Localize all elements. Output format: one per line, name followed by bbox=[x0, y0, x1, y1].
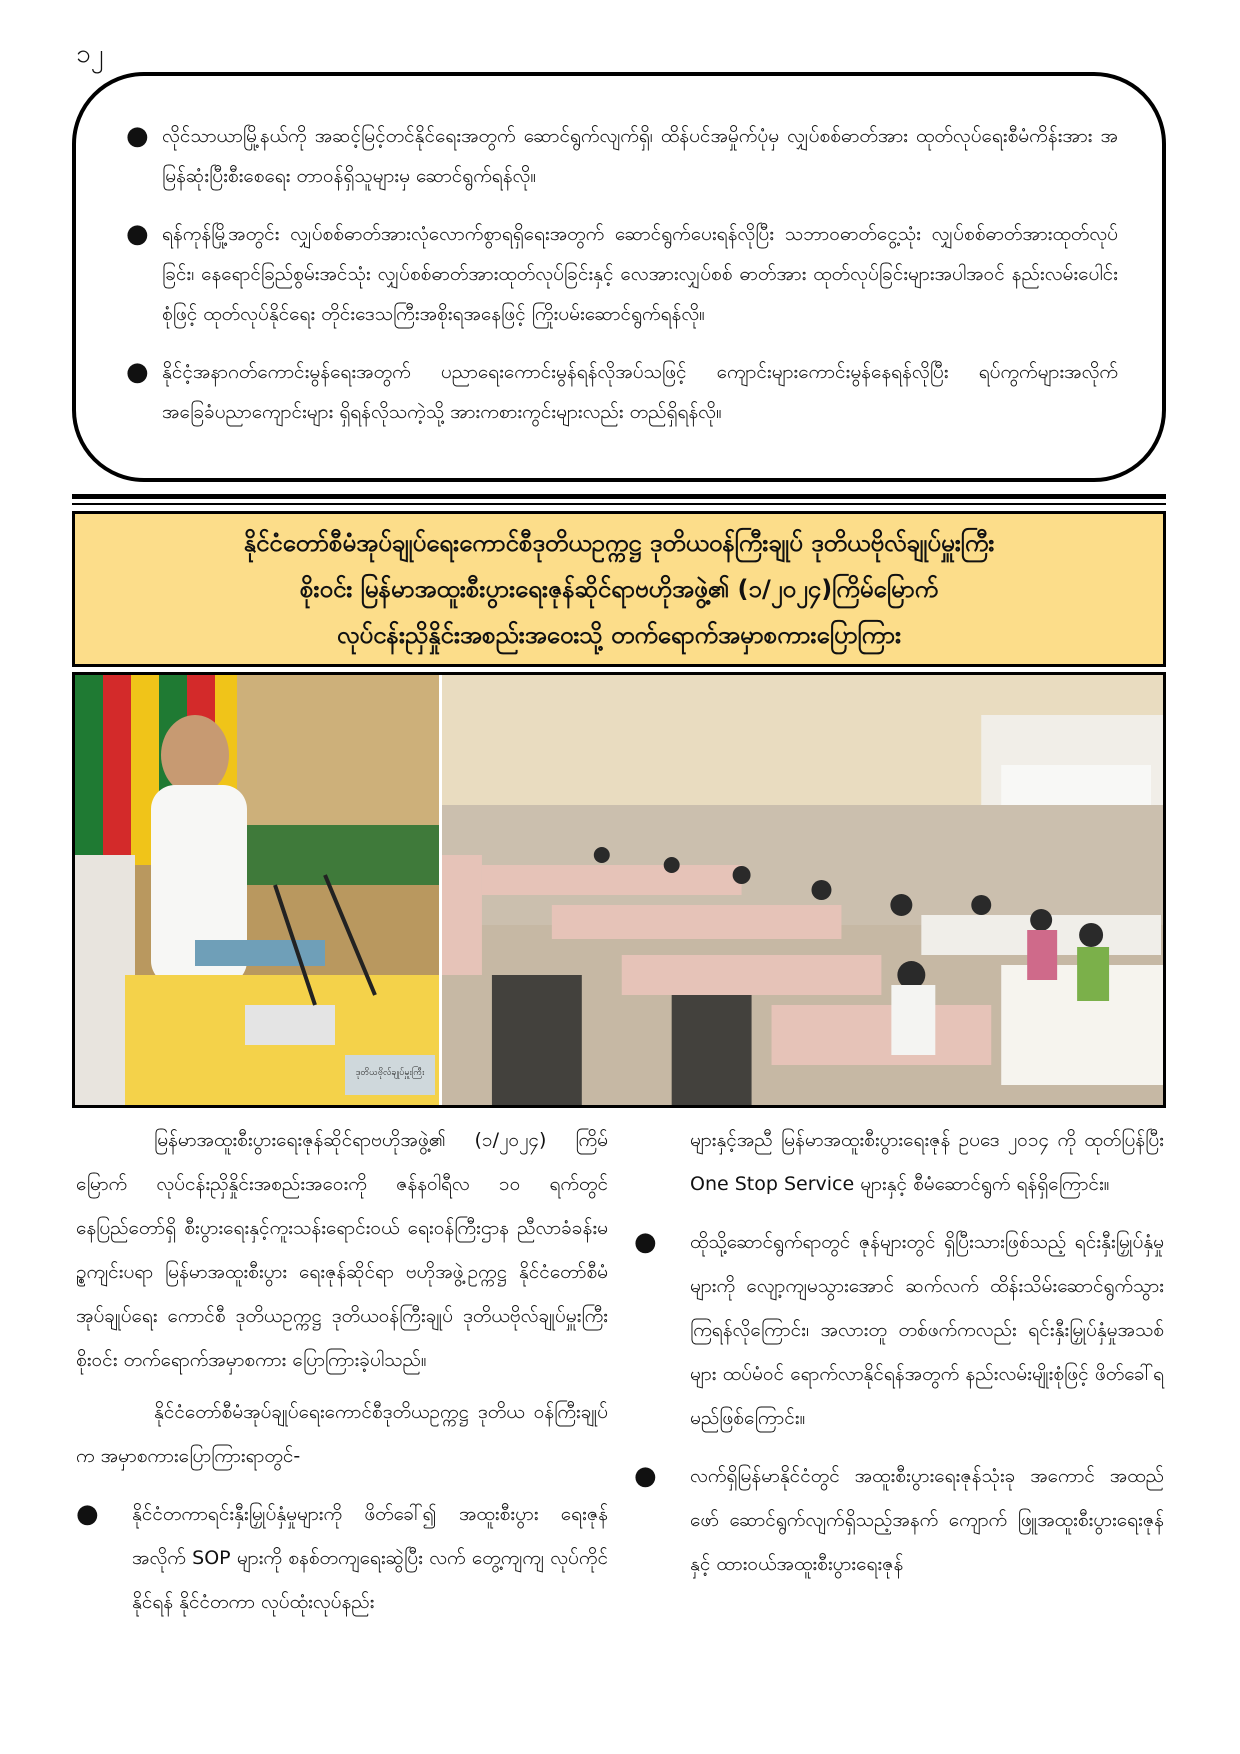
article-headline bbox=[72, 511, 1166, 667]
article-bullet bbox=[76, 1492, 608, 1624]
article-column-right bbox=[634, 1118, 1164, 1586]
article-paragraph: မြန်မာအထူးစီးပွားရေးဇုန်ဆိုင်ရာဗဟိုအဖွဲ့၏ (၁/၂၀၂၄) ကြိမ်မြောက် လုပ်ငန်းညှိနှိုင်းအစည်းအဝေးကို ဇန်နဝါရီလ ၁၀ ရက်တွင် နေပြည်တော်ရှိ စီးပွားရေးနှင့်ကူးသန်းရောင်းဝယ် ရေးဝန်ကြီးဌာန ညီလာခံခန်းမဥ္စကျင်းပရာ မြန်မာအထူးစီးပွား ရေးဇုန်ဆိုင်ရာ ဗဟိုအဖွဲ့ဥက္ကဋ္ဌ နိုင်ငံတော်စီမံအုပ်ချုပ်ရေး ကောင်စီ ဒုတိယဥက္ကဋ္ဌ ဒုတိယဝန်ကြီးချုပ် ဒုတိယဗိုလ်ချုပ်မှူးကြီး စိုးဝင်း တက်ရောက်အမှာစကား ပြောကြားခဲ့ပါသည်။ bbox=[76, 1129, 608, 1371]
summary-bullet-text: လိုင်သာယာမြို့နယ်ကို အဆင့်မြင့်တင်နိုင်ရေးအတွက် ဆောင်ရွက်လျက်ရှိ၊ ထိန်ပင်အမှိုက်ပုံမှ လျှပ်စစ်ဓာတ်အား ထုတ်လုပ်ရေးစီမံကိန်းအား အမြန်ဆုံးပြီးစီးစေရေး တာဝန်ရှိသူများမှ ဆောင်ရွက်ရန်လို။ bbox=[162, 125, 1118, 187]
summary-box bbox=[72, 72, 1166, 482]
summary-bullet bbox=[126, 116, 1118, 196]
article-bullet-text: ထိုသို့ဆောင်ရွက်ရာတွင် ဇုန်များတွင် ရှိပြီးသားဖြစ်သည့် ရင်းနှီးမြှုပ်နှံမှုများကို လျော့ကျမသွားအောင် ဆက်လက် ထိန်းသိမ်းဆောင်ရွက်သွားကြရန်လိုကြောင်း၊ အလားတူ တစ်ဖက်ကလည်း ရင်းနှီးမြှုပ်နှံမှုအသစ်များ ထပ်မံဝင် ရောက်လာနိုင်ရန်အတွက် နည်းလမ်းမျိုးစုံဖြင့် ဖိတ်ခေါ်ရ မည်ဖြစ်ကြောင်း။ bbox=[690, 1231, 1164, 1429]
summary-bullet bbox=[126, 352, 1118, 432]
summary-bullet-text: နိုင်ငံ့အနာဂတ်ကောင်းမွန်ရေးအတွက် ပညာရေးကောင်းမွန်ရန်လိုအပ်သဖြင့် ကျောင်းများကောင်းမွန်နေရန်လိုပြီး ရပ်ကွက်များအလိုက် အခြေခံပညာကျောင်းများ ရှိရန်လိုသကဲ့သို့ အားကစားကွင်းများလည်း တည်ရှိရန်လို။ bbox=[162, 361, 1118, 423]
headline-line: လုပ်ငန်းညှိနှိုင်းအစည်းအဝေးသို့ တက်ရောက်အမှာစကားပြောကြား bbox=[336, 621, 902, 649]
article-paragraph: များနှင့်အညီ မြန်မာအထူးစီးပွားရေးဇုန် ဥပဒေ ၂၀၁၄ ကို ထုတ်ပြန်ပြီး One Stop Service များနှင့် စီမံဆောင်ရွက် ရန်ရှိကြောင်း။ bbox=[690, 1129, 1164, 1195]
article-paragraph: နိုင်ငံတော်စီမံအုပ်ချုပ်ရေးကောင်စီဒုတိယဥက္ကဋ္ဌ ဒုတိယ ဝန်ကြီးချုပ်က အမှာစကားပြောကြားရာတွင်- bbox=[76, 1401, 608, 1467]
bullet-icon: ● bbox=[76, 1499, 99, 1529]
article-column-left bbox=[76, 1118, 608, 1624]
bullet-icon: ● bbox=[126, 121, 149, 151]
section-divider bbox=[72, 503, 1166, 505]
bullet-icon: ● bbox=[126, 219, 149, 249]
article-bullet-text: နိုင်ငံတကာရင်းနှီးမြှုပ်နှံမှုများကို ဖိတ်ခေါ်၍ အထူးစီးပွား ရေးဇုန်အလိုက် SOP များကို စနစ်တကျရေးဆွဲပြီး လက် တွေ့ကျကျ လုပ်ကိုင်နိုင်ရန် နိုင်ငံတကာ လုပ်ထုံးလုပ်နည်း bbox=[132, 1503, 608, 1613]
article-bullet bbox=[634, 1220, 1164, 1440]
summary-bullet-text: ရန်ကုန်မြို့အတွင်း လျှပ်စစ်ဓာတ်အားလုံလောက်စွာရရှိရေးအတွက် ဆောင်ရွက်ပေးရန်လိုပြီး သဘာဝဓာတ်ငွေ့သုံး လျှပ်စစ်ဓာတ်အားထုတ်လုပ်ခြင်း၊ နေရောင်ခြည်စွမ်းအင်သုံး လျှပ်စစ်ဓာတ်အားထုတ်လုပ်ခြင်းနှင့် လေအားလျှပ်စစ် ဓာတ်အား ထုတ်လုပ်ခြင်းများအပါအဝင် နည်းလမ်းပေါင်းစုံဖြင့် ထုတ်လုပ်နိုင်ရေး တိုင်းဒေသကြီးအစိုးရအနေဖြင့် ကြိုးပမ်းဆောင်ရွက်ရန်လို။ bbox=[162, 223, 1118, 325]
meeting-photo bbox=[442, 675, 1163, 1105]
headline-line: စိုးဝင်း မြန်မာအထူးစီးပွားရေးဇုန်ဆိုင်ရာဗဟိုအဖွဲ့၏ (၁/၂၀၂၄)ကြိမ်မြောက် bbox=[299, 575, 939, 603]
page-number: ၁၂ bbox=[76, 39, 104, 69]
section-divider bbox=[72, 494, 1166, 499]
article-bullet-text: လက်ရှိမြန်မာနိုင်ငံတွင် အထူးစီးပွားရေးဇုန်သုံးခု အကောင် အထည်ဖော် ဆောင်ရွက်လျက်ရှိသည့်အနက် ကျောက် ဖြူအထူးစီးပွားရေးဇုန်နှင့် ထားဝယ်အထူးစီးပွားရေးဇုန် bbox=[690, 1465, 1164, 1575]
bullet-icon: ● bbox=[634, 1227, 657, 1257]
speaker-photo-illustration bbox=[75, 675, 439, 1105]
bullet-icon: ● bbox=[634, 1461, 657, 1491]
bullet-icon: ● bbox=[126, 357, 149, 387]
photo-strip bbox=[72, 672, 1166, 1108]
speaker-photo bbox=[75, 675, 442, 1105]
article-bullet bbox=[634, 1454, 1164, 1586]
summary-bullet bbox=[126, 214, 1118, 334]
meeting-photo-illustration bbox=[442, 675, 1163, 1105]
svg-text:ဒုတိယဗိုလ်ချုပ်မှူးကြီး: ဒုတိယဗိုလ်ချုပ်မှူးကြီး bbox=[355, 1068, 425, 1078]
headline-line: နိုင်ငံတော်စီမံအုပ်ချုပ်ရေးကောင်စီဒုတိယဥက္ကဋ္ဌ ဒုတိယဝန်ကြီးချုပ် ဒုတိယဗိုလ်ချုပ်မှူးကြီး bbox=[243, 529, 995, 557]
